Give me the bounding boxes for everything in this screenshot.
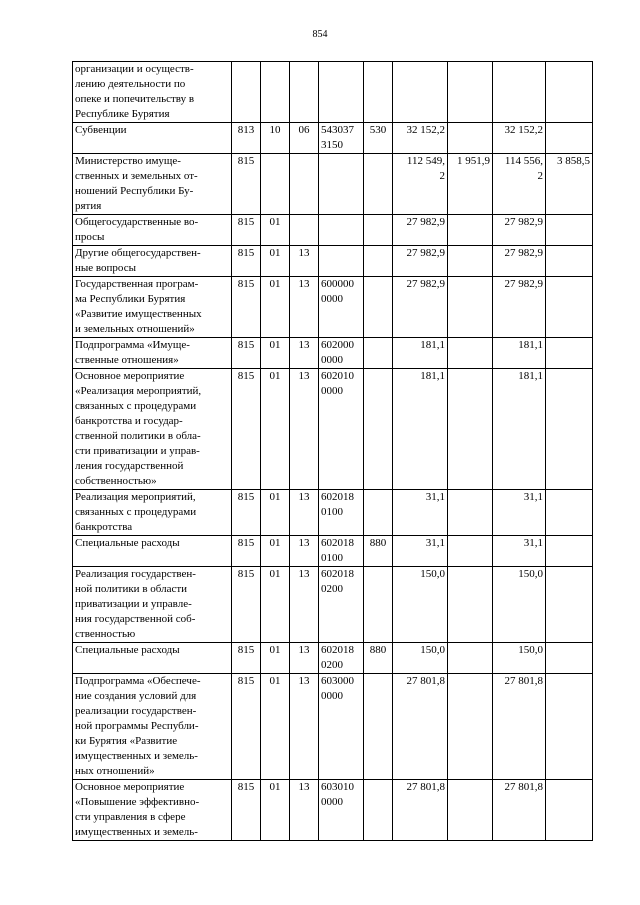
row-name: Реализация государствен- ной политики в области приватизации и управле- ния государственной соб- ственностью (73, 567, 232, 643)
table-row (73, 567, 593, 643)
cell-amount-change (448, 123, 493, 154)
cell-subsection: 13 (290, 490, 319, 536)
cell-amount-extra: 3 858,5 (546, 154, 593, 215)
cell-grbs: 815 (232, 246, 261, 277)
cell-target-article (319, 246, 364, 277)
cell-grbs: 815 (232, 338, 261, 369)
cell-subsection: 13 (290, 567, 319, 643)
cell-expense-type (364, 154, 393, 215)
cell-amount-total: 31,1 (493, 490, 546, 536)
cell-subsection: 13 (290, 674, 319, 780)
cell-amount-change (448, 277, 493, 338)
cell-subsection: 13 (290, 369, 319, 490)
cell-target-article (319, 62, 364, 123)
cell-amount-total: 181,1 (493, 338, 546, 369)
cell-target-article (319, 215, 364, 246)
cell-amount-approved: 27 982,9 (393, 246, 448, 277)
cell-expense-type (364, 246, 393, 277)
cell-amount-extra (546, 369, 593, 490)
cell-expense-type (364, 780, 393, 841)
cell-amount-total: 27 801,8 (493, 674, 546, 780)
row-name: Специальные расходы (73, 536, 232, 567)
cell-amount-change: 1 951,9 (448, 154, 493, 215)
cell-grbs: 815 (232, 567, 261, 643)
row-name: Другие общегосударствен- ные вопросы (73, 246, 232, 277)
cell-subsection: 13 (290, 536, 319, 567)
cell-target-article: 602018 0100 (319, 490, 364, 536)
cell-subsection: 13 (290, 338, 319, 369)
cell-amount-total: 31,1 (493, 536, 546, 567)
cell-amount-extra (546, 123, 593, 154)
cell-amount-change (448, 780, 493, 841)
cell-section: 01 (261, 536, 290, 567)
cell-grbs: 813 (232, 123, 261, 154)
cell-amount-extra (546, 246, 593, 277)
cell-section: 01 (261, 780, 290, 841)
budget-table (72, 61, 593, 841)
cell-amount-approved: 181,1 (393, 369, 448, 490)
cell-amount-extra (546, 674, 593, 780)
cell-amount-total: 150,0 (493, 567, 546, 643)
row-name: Основное мероприятие «Реализация мероприятий, связанных с процедурами банкротства и государ- ственной политики в обла- сти приватизации и управ- ления государственной собственностью» (73, 369, 232, 490)
cell-amount-total: 32 152,2 (493, 123, 546, 154)
cell-expense-type: 530 (364, 123, 393, 154)
cell-section: 01 (261, 369, 290, 490)
cell-section: 01 (261, 567, 290, 643)
cell-expense-type (364, 338, 393, 369)
cell-amount-approved: 27 982,9 (393, 277, 448, 338)
cell-amount-approved: 31,1 (393, 536, 448, 567)
cell-amount-extra (546, 277, 593, 338)
cell-grbs: 815 (232, 154, 261, 215)
cell-amount-approved: 32 152,2 (393, 123, 448, 154)
table-row (73, 674, 593, 780)
row-name: Подпрограмма «Имуще- ственные отношения» (73, 338, 232, 369)
cell-amount-total: 27 982,9 (493, 215, 546, 246)
row-name: Специальные расходы (73, 643, 232, 674)
row-name: Общегосударственные во- просы (73, 215, 232, 246)
cell-amount-approved: 181,1 (393, 338, 448, 369)
cell-amount-total: 150,0 (493, 643, 546, 674)
cell-amount-approved: 150,0 (393, 567, 448, 643)
cell-section: 01 (261, 246, 290, 277)
cell-amount-approved: 27 982,9 (393, 215, 448, 246)
cell-amount-total: 114 556, 2 (493, 154, 546, 215)
cell-expense-type (364, 369, 393, 490)
cell-amount-change (448, 338, 493, 369)
cell-amount-change (448, 536, 493, 567)
cell-amount-total: 27 982,9 (493, 277, 546, 338)
cell-subsection: 13 (290, 277, 319, 338)
cell-amount-change (448, 369, 493, 490)
cell-amount-extra (546, 62, 593, 123)
cell-grbs: 815 (232, 490, 261, 536)
row-name: организации и осуществ- лению деятельности по опеке и попечительству в Республике Бурятия (73, 62, 232, 123)
cell-grbs: 815 (232, 643, 261, 674)
cell-expense-type (364, 215, 393, 246)
cell-grbs: 815 (232, 369, 261, 490)
cell-amount-total: 181,1 (493, 369, 546, 490)
table-row (73, 62, 593, 123)
cell-target-article: 603000 0000 (319, 674, 364, 780)
cell-amount-extra (546, 643, 593, 674)
cell-target-article: 602018 0200 (319, 643, 364, 674)
budget-table-body (73, 62, 593, 841)
cell-amount-approved (393, 62, 448, 123)
cell-expense-type (364, 567, 393, 643)
table-row (73, 338, 593, 369)
cell-amount-change (448, 246, 493, 277)
cell-amount-approved: 31,1 (393, 490, 448, 536)
cell-amount-extra (546, 780, 593, 841)
cell-amount-total: 27 982,9 (493, 246, 546, 277)
cell-subsection: 13 (290, 780, 319, 841)
cell-amount-change (448, 62, 493, 123)
cell-section: 01 (261, 215, 290, 246)
cell-amount-approved: 150,0 (393, 643, 448, 674)
cell-subsection: 06 (290, 123, 319, 154)
cell-grbs (232, 62, 261, 123)
cell-section: 01 (261, 490, 290, 536)
table-row (73, 154, 593, 215)
table-row (73, 780, 593, 841)
row-name: Подпрограмма «Обеспече- ние создания условий для реализации государствен- ной программы Республи- ки Бурятия «Развитие имущественных и земель- ных отношений» (73, 674, 232, 780)
cell-amount-approved: 27 801,8 (393, 674, 448, 780)
cell-amount-change (448, 674, 493, 780)
table-row (73, 536, 593, 567)
cell-amount-change (448, 567, 493, 643)
cell-target-article: 602018 0100 (319, 536, 364, 567)
cell-section: 10 (261, 123, 290, 154)
table-row (73, 123, 593, 154)
cell-section (261, 62, 290, 123)
cell-amount-change (448, 643, 493, 674)
cell-expense-type (364, 277, 393, 338)
cell-section (261, 154, 290, 215)
cell-amount-total: 27 801,8 (493, 780, 546, 841)
cell-subsection: 13 (290, 643, 319, 674)
row-name: Реализация мероприятий, связанных с процедурами банкротства (73, 490, 232, 536)
row-name: Государственная програм- ма Республики Бурятия «Развитие имущественных и земельных отношений» (73, 277, 232, 338)
cell-amount-change (448, 215, 493, 246)
row-name: Субвенции (73, 123, 232, 154)
cell-expense-type (364, 674, 393, 780)
row-name: Основное мероприятие «Повышение эффективно- сти управления в сфере имущественных и земель- (73, 780, 232, 841)
cell-amount-extra (546, 490, 593, 536)
row-name: Министерство имуще- ственных и земельных от- ношений Республики Бу- рятия (73, 154, 232, 215)
cell-target-article: 600000 0000 (319, 277, 364, 338)
cell-grbs: 815 (232, 277, 261, 338)
cell-grbs: 815 (232, 536, 261, 567)
table-row (73, 215, 593, 246)
table-row (73, 246, 593, 277)
cell-grbs: 815 (232, 674, 261, 780)
cell-section: 01 (261, 674, 290, 780)
page-number: 854 (312, 29, 328, 40)
cell-section: 01 (261, 643, 290, 674)
cell-target-article: 602000 0000 (319, 338, 364, 369)
cell-target-article: 603010 0000 (319, 780, 364, 841)
cell-amount-extra (546, 567, 593, 643)
cell-target-article (319, 154, 364, 215)
cell-amount-total (493, 62, 546, 123)
cell-amount-extra (546, 536, 593, 567)
cell-expense-type (364, 62, 393, 123)
cell-section: 01 (261, 338, 290, 369)
cell-expense-type (364, 490, 393, 536)
cell-grbs: 815 (232, 780, 261, 841)
cell-target-article: 543037 3150 (319, 123, 364, 154)
cell-target-article: 602018 0200 (319, 567, 364, 643)
table-row (73, 277, 593, 338)
cell-grbs: 815 (232, 215, 261, 246)
cell-amount-approved: 27 801,8 (393, 780, 448, 841)
table-row (73, 490, 593, 536)
cell-section: 01 (261, 277, 290, 338)
cell-amount-change (448, 490, 493, 536)
cell-amount-extra (546, 338, 593, 369)
table-row (73, 643, 593, 674)
cell-expense-type: 880 (364, 643, 393, 674)
cell-amount-approved: 112 549, 2 (393, 154, 448, 215)
cell-target-article: 602010 0000 (319, 369, 364, 490)
cell-amount-extra (546, 215, 593, 246)
cell-subsection (290, 215, 319, 246)
cell-expense-type: 880 (364, 536, 393, 567)
cell-subsection: 13 (290, 246, 319, 277)
table-row (73, 369, 593, 490)
cell-subsection (290, 62, 319, 123)
cell-subsection (290, 154, 319, 215)
